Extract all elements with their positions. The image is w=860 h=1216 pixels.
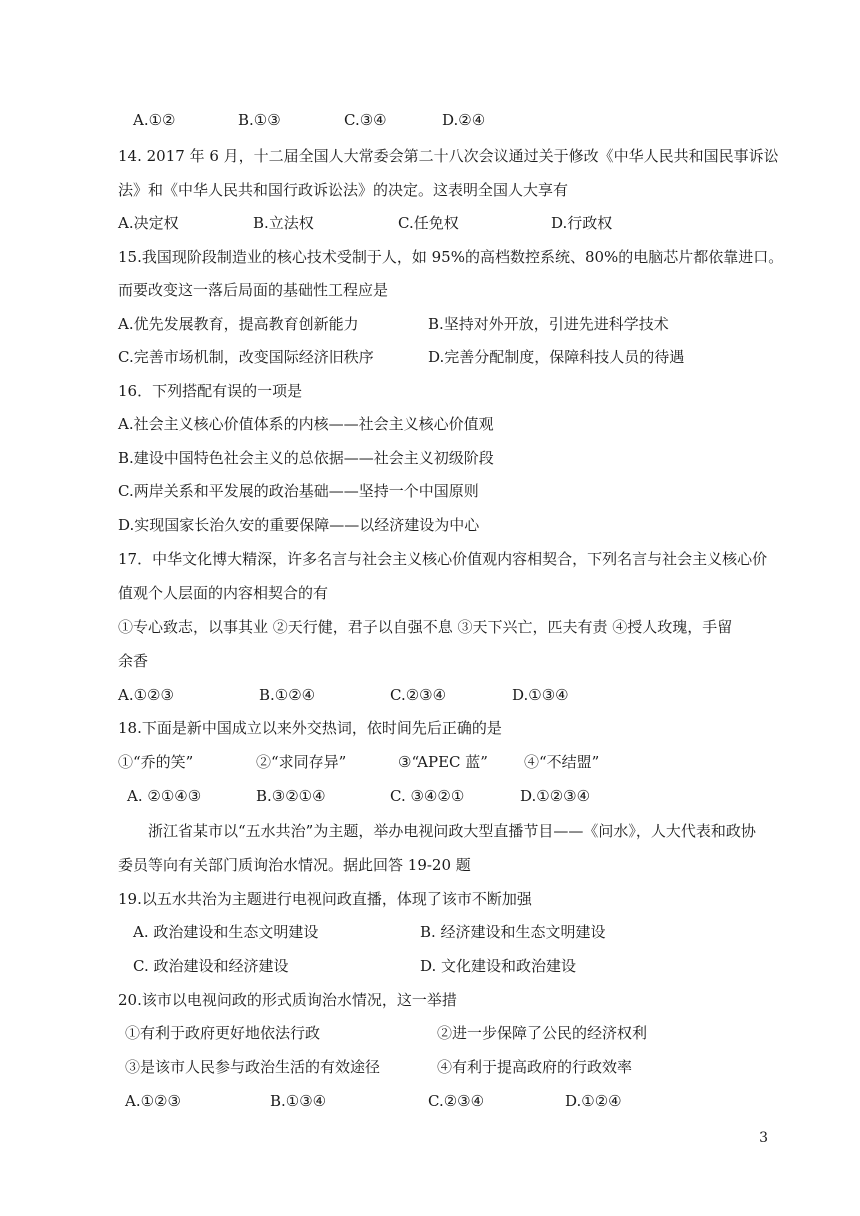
q13-option-c: C.③④: [344, 111, 387, 129]
q15-stem-line2: 而要改变这一落后局面的基础性工程应是: [118, 281, 389, 299]
q18-item-1: ①“乔的笑”: [118, 753, 194, 771]
q15-option-b: B.坚持对外开放，引进先进科学技术: [428, 315, 669, 333]
q20-item-2: ②进一步保障了公民的经济权利: [437, 1024, 648, 1042]
q17-stem-line1: 17．中华文化博大精深，许多名言与社会主义核心价值观内容相契合，下列名言与社会主义核心价: [118, 550, 768, 568]
q20-option-d: D.①②④: [565, 1092, 622, 1110]
q18-item-3: ③“APEC 蓝”: [398, 753, 488, 771]
q17-option-a: A.①②③: [118, 686, 174, 704]
q17-option-d: D.①③④: [512, 686, 569, 704]
q14-option-c: C.任免权: [398, 214, 459, 232]
q15-option-d: D.完善分配制度，保障科技人员的待遇: [428, 348, 685, 366]
q20-item-3: ③是该市人民参与政治生活的有效途径: [125, 1058, 381, 1076]
q13-option-b: B.①③: [238, 111, 281, 129]
q16-stem: 16．下列搭配有误的一项是: [118, 382, 303, 400]
q13-option-a: A.①②: [133, 111, 176, 129]
q18-option-a: A. ②①④③: [127, 787, 202, 805]
q15-option-a: A.优先发展教育，提高教育创新能力: [118, 315, 359, 333]
q18-item-4: ④“不结盟”: [524, 753, 600, 771]
q19-option-c: C. 政治建设和经济建设: [133, 957, 289, 975]
q14-stem-line1: 14. 2017 年 6 月，十二届全国人大常委会第二十八次会议通过关于修改《中华人民共和国民事诉讼: [118, 147, 779, 165]
q14-option-a: A.决定权: [118, 214, 179, 232]
q17-option-b: B.①②④: [259, 686, 316, 704]
q18-option-d: D.①②③④: [520, 787, 591, 805]
q15-option-c: C.完善市场机制，改变国际经济旧秩序: [118, 348, 374, 366]
q19-option-a: A. 政治建设和生态文明建设: [133, 923, 319, 941]
q13-option-d: D.②④: [442, 111, 486, 129]
q20-option-b: B.①③④: [270, 1092, 327, 1110]
q17-quotes-line2: 余香: [118, 652, 149, 670]
q14-option-d: D.行政权: [551, 214, 613, 232]
q18-option-c: C. ③④②①: [390, 787, 465, 805]
q16-option-c: C.两岸关系和平发展的政治基础——坚持一个中国原则: [118, 482, 479, 500]
q14-option-b: B.立法权: [253, 214, 314, 232]
q20-stem: 20.该市以电视问政的形式质询治水情况，这一举措: [118, 991, 457, 1009]
q19-option-d: D. 文化建设和政治建设: [420, 957, 577, 975]
q15-stem-line1: 15.我国现阶段制造业的核心技术受制于人，如 95%的高档数控系统、80%的电脑芯片都依靠进口。: [118, 248, 784, 266]
q18-stem: 18.下面是新中国成立以来外交热词，依时间先后正确的是: [118, 719, 502, 737]
q19-stem: 19.以五水共治为主题进行电视问政直播，体现了该市不断加强: [118, 890, 532, 908]
q20-item-1: ①有利于政府更好地依法行政: [125, 1024, 321, 1042]
q16-option-d: D.实现国家长治久安的重要保障——以经济建设为中心: [118, 516, 480, 534]
q17-option-c: C.②③④: [390, 686, 447, 704]
q14-stem-line2: 法》和《中华人民共和国行政诉讼法》的决定。这表明全国人大享有: [118, 181, 569, 199]
q19-option-b: B. 经济建设和生态文明建设: [420, 923, 606, 941]
q16-option-b: B.建设中国特色社会主义的总依据——社会主义初级阶段: [118, 449, 494, 467]
q18-option-b: B.③②①④: [256, 787, 326, 805]
page-number: 3: [759, 1130, 768, 1146]
material-line1: 浙江省某市以“五水共治”为主题，举办电视问政大型直播节目——《问水》，人大代表和政协: [148, 822, 756, 840]
q18-item-2: ②“求同存异”: [256, 753, 347, 771]
q20-option-c: C.②③④: [428, 1092, 485, 1110]
q20-option-a: A.①②③: [125, 1092, 181, 1110]
q17-quotes-line1: ①专心致志，以事其业 ②天行健，君子以自强不息 ③天下兴亡，匹夫有责 ④授人玫瑰，手留: [118, 618, 733, 636]
q16-option-a: A.社会主义核心价值体系的内核——社会主义核心价值观: [118, 415, 494, 433]
q17-stem-line2: 值观个人层面的内容相契合的有: [118, 584, 329, 602]
q20-item-4: ④有利于提高政府的行政效率: [437, 1058, 633, 1076]
material-line2: 委员等向有关部门质询治水情况。据此回答 19-20 题: [118, 856, 471, 874]
